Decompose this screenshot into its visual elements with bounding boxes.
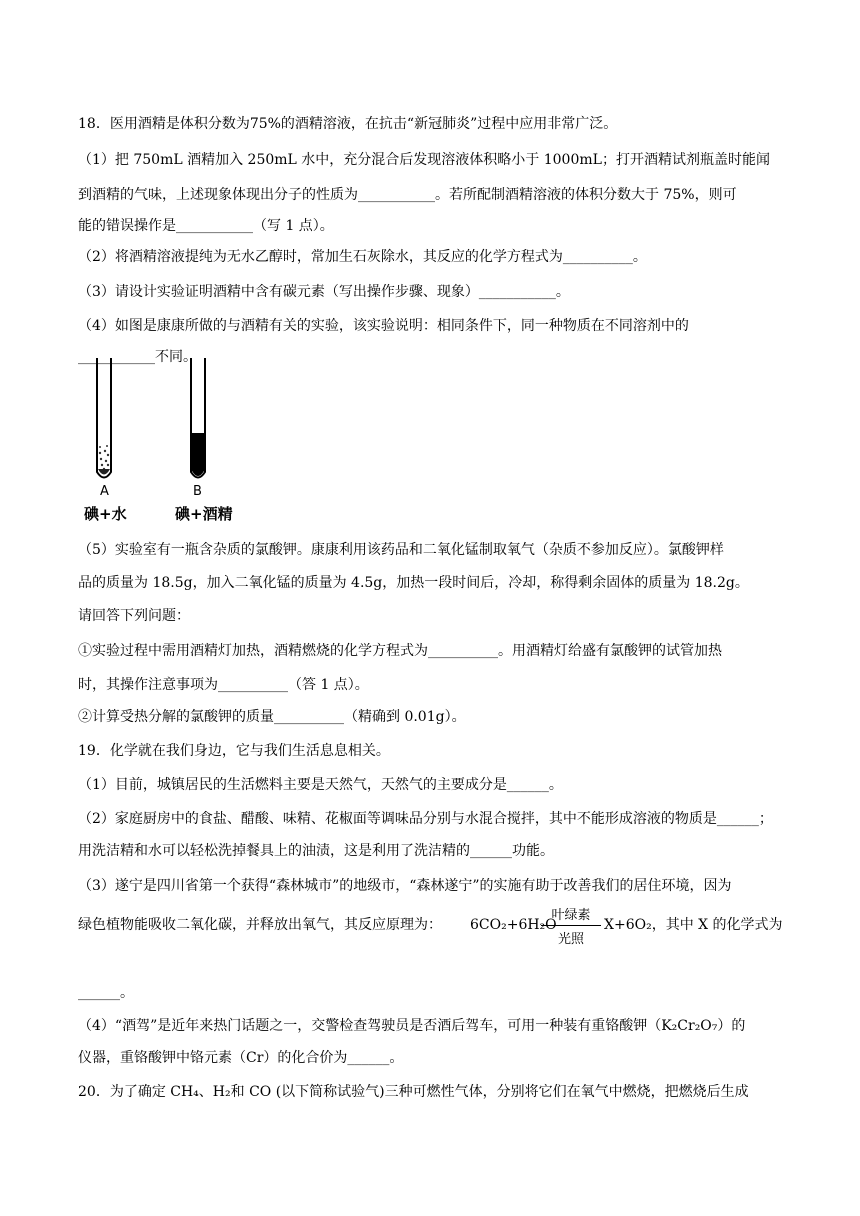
q19-part3-line2: 绿色植物能吸收二氧化碳，并释放出氧气，其反应原理为： (78, 917, 442, 933)
q18-part3: （3）请设计实验证明酒精中含有碳元素（写出操作步骤、现象）___________。 (78, 284, 570, 300)
q18-part1-line3: 能的错误操作是___________（写 1 点）。 (78, 218, 334, 234)
tube-a-label: 碘+水 (84, 505, 127, 523)
q19-part2-line1: （2）家庭厨房中的食盐、醋酸、味精、花椒面等调味品分别与水混合搅拌，其中不能形成溶液的物质是______； (78, 811, 773, 827)
q18-sub1-line2: 时，其操作注意事项为__________（答 1 点）。 (78, 677, 369, 693)
q19-part3-line1: （3）遂宁是四川省第一个获得“森林城市”的地级市，“森林遂宁”的实施有助于改善我们的居住环境，因为 (78, 878, 732, 894)
tube-a-letter: A (100, 484, 109, 499)
tube-b-letter: B (193, 484, 202, 499)
q19-part3-line3: ______。 (78, 985, 134, 1001)
equation-bar (541, 925, 601, 926)
q18-part5-line1: （5）实验室有一瓶含杂质的氯酸钾。康康利用该药品和二氧化锰制取氧气（杂质不参加反应）。氯酸钾样 (78, 542, 724, 558)
tube-b (191, 358, 205, 478)
q18-part4-line2: ___________不同。 (78, 349, 197, 365)
q19-title: 19．化学就在我们身边，它与我们生活息息相关。 (78, 743, 390, 759)
q18-part1-line1: （1）把 750mL 酒精加入 250mL 水中，充分混合后发现溶液体积略小于 1000mL；打开酒精试剂瓶盖时能闻 (78, 152, 770, 168)
q20-title: 20．为了确定 CH₄、H₂和 CO (以下简称试验气)三种可燃性气体，分别将它们在氧气中燃烧，把燃烧后生成 (78, 1084, 749, 1100)
test-tubes-illustration (78, 355, 258, 525)
tube-b-label: 碘+酒精 (175, 505, 233, 523)
q18-part5-line3: 请回答下列问题： (78, 608, 190, 624)
q18-part4-line1: （4）如图是康康所做的与酒精有关的实验，该实验说明：相同条件下，同一种物质在不同溶剂中的 (78, 318, 689, 334)
q19-part4-line2: 仪器，重铬酸钾中铬元素（Cr）的化合价为______。 (78, 1050, 404, 1066)
equation-right: X+6O₂，其中 X 的化学式为 (604, 917, 783, 933)
equation-condition-bottom: 光照 (557, 932, 584, 947)
q18-sub2: ②计算受热分解的氯酸钾的质量__________（精确到 0.01g）。 (78, 709, 466, 725)
q18-part1-line2: 到酒精的气味，上述现象体现出分子的性质为___________。若所配制酒精溶液的体积分数大于 75%，则可 (78, 187, 737, 203)
test-tube-figure (78, 355, 258, 525)
equation-left: 6CO₂+6H₂O (470, 917, 557, 933)
q18-sub1-line1: ①实验过程中需用酒精灯加热，酒精燃烧的化学方程式为__________。用酒精灯给盛有氯酸钾的试管加热 (78, 643, 722, 659)
q18-part5-line2: 品的质量为 18.5g，加入二氧化锰的质量为 4.5g，加热一段时间后，冷却，称得剩余固体的质量为 18.2g。 (78, 575, 749, 591)
equation-condition-top: 叶绿素 (551, 908, 591, 923)
q19-part1: （1）目前，城镇居民的生活燃料主要是天然气，天然气的主要成分是______。 (78, 777, 563, 793)
q19-part2-line2: 用洗洁精和水可以轻松洗掉餐具上的油渍，这是利用了洗洁精的______功能。 (78, 843, 554, 859)
equation-condition (541, 904, 601, 947)
q18-title: 18．医用酒精是体积分数为75%的酒精溶液，在抗击“新冠肺炎”过程中应用非常广泛。 (78, 116, 618, 132)
q18-part2: （2）将酒精溶液提纯为无水乙醇时，常加生石灰除水，其反应的化学方程式为__________。 (78, 249, 647, 265)
q19-part4-line1: （4）“酒驾”是近年来热门话题之一，交警检查驾驶员是否酒后驾车，可用一种装有重铬酸钾（K₂Cr₂O₇）的 (78, 1018, 746, 1034)
tube-a (97, 358, 111, 478)
